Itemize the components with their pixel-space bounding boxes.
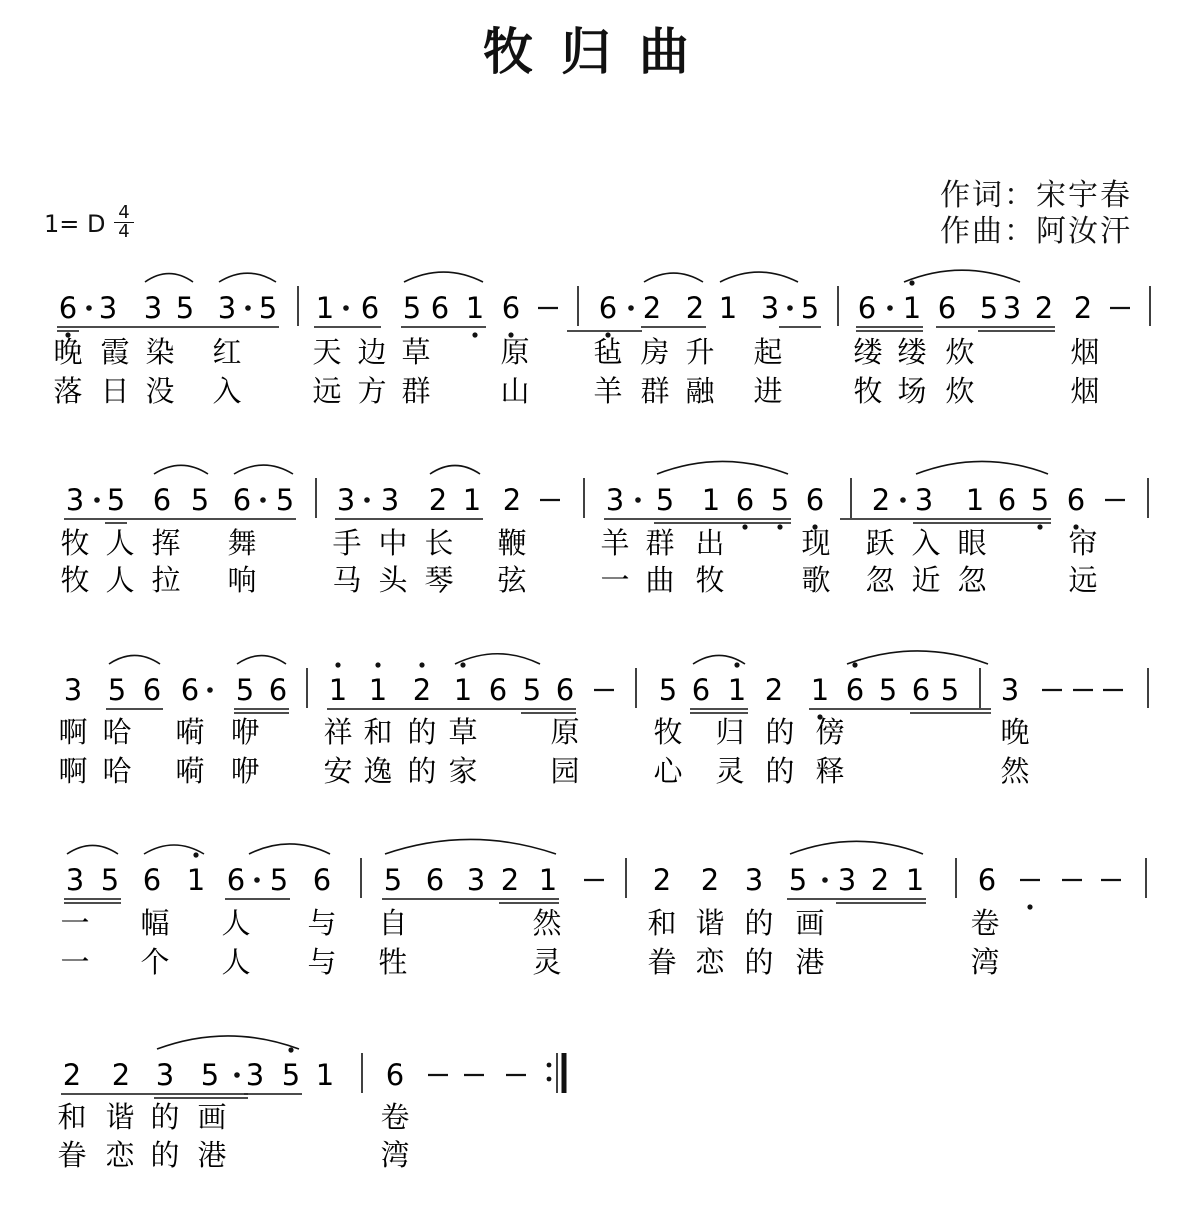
lyric-char: 园 — [550, 754, 580, 788]
octave-dot-high — [375, 662, 380, 667]
repeat-dot — [547, 1077, 552, 1082]
note: 6 — [360, 291, 380, 325]
note: 5 — [522, 673, 542, 707]
note: 1 — [538, 863, 558, 897]
note: 5 — [269, 863, 289, 897]
lyric-char: 羊 — [600, 526, 630, 560]
slur — [154, 465, 208, 474]
dot-mark — [900, 497, 906, 503]
note: 3 — [65, 483, 85, 517]
lyric-char: 入 — [911, 526, 941, 560]
lyric-char: 羊 — [593, 374, 623, 408]
note: 1 — [718, 291, 738, 325]
note: 3 — [217, 291, 237, 325]
lyric-char: 缕 — [853, 335, 883, 369]
note: 2 — [1034, 291, 1054, 325]
octave-dot-high — [852, 662, 857, 667]
lyric-char: 港 — [197, 1138, 227, 1172]
octave-dot-low — [1037, 524, 1042, 529]
lyric-char: 缕 — [897, 335, 927, 369]
lyric-char: 家 — [448, 754, 478, 788]
lyric-char: 远 — [312, 374, 342, 408]
repeat-dot — [547, 1063, 552, 1068]
lyric-char: 长 — [424, 526, 454, 560]
note: 6 — [937, 291, 957, 325]
note: 5 — [658, 673, 678, 707]
lyric-char: 群 — [640, 374, 670, 408]
note: 3 — [63, 673, 83, 707]
note: 6 — [425, 863, 445, 897]
note: 5 — [175, 291, 195, 325]
note: 5 — [190, 483, 210, 517]
note: 6 — [911, 673, 931, 707]
octave-dot-high — [419, 662, 424, 667]
lyric-char: 草 — [401, 335, 431, 369]
lyric-char: 的 — [765, 754, 795, 788]
lyric-char: 画 — [197, 1100, 227, 1134]
lyric-char: 恋 — [695, 945, 725, 979]
dot-mark — [887, 305, 893, 311]
note: 3 — [914, 483, 934, 517]
lyric-char: 人 — [105, 526, 135, 560]
note: 2 — [502, 483, 522, 517]
note: 5 — [770, 483, 790, 517]
lyric-char: 的 — [744, 906, 774, 940]
slur — [404, 272, 483, 282]
lyric-char: 头 — [378, 563, 408, 597]
note: 3 — [245, 1058, 265, 1092]
lyric-char: 哈 — [102, 715, 132, 749]
lyric-char: 山 — [500, 374, 530, 408]
lyric-char: 心 — [653, 754, 683, 788]
note: 5 — [275, 483, 295, 517]
lyric-char: 与 — [307, 945, 337, 979]
lyric-char: 和 — [363, 715, 393, 749]
dot-mark — [86, 305, 92, 311]
lyric-char: 毡 — [593, 335, 623, 369]
lyric-char: 落 — [53, 374, 83, 408]
lyric-char: 恋 — [105, 1138, 135, 1172]
note: 6 — [430, 291, 450, 325]
note: 6 — [232, 483, 252, 517]
note: 5 — [655, 483, 675, 517]
lyric-char: 原 — [550, 715, 580, 749]
lyric-char: 响 — [227, 563, 257, 597]
octave-dot-low — [1027, 904, 1032, 909]
lyric-char: 烟 — [1070, 374, 1100, 408]
lyric-char: 的 — [744, 945, 774, 979]
lyric-char: 群 — [645, 526, 675, 560]
lyric-char: 跃 — [865, 526, 895, 560]
dot-mark — [787, 305, 793, 311]
lyric-char: 房 — [640, 335, 670, 369]
slur — [916, 461, 1048, 474]
note: 2 — [700, 863, 720, 897]
dot-mark — [234, 1072, 240, 1078]
lyric-char: 嗬 — [175, 754, 205, 788]
note: 6 — [1066, 483, 1086, 517]
lyric-char: 融 — [685, 374, 715, 408]
note: 5 — [940, 673, 960, 707]
note: 2 — [62, 1058, 82, 1092]
note: 6 — [555, 673, 575, 707]
lyric-char: 曲 — [645, 563, 675, 597]
lyric-char: 幅 — [140, 906, 170, 940]
note: 5 — [107, 673, 127, 707]
lyric-char: 灵 — [532, 945, 562, 979]
note: 1 — [328, 673, 348, 707]
lyric-char: 然 — [532, 906, 562, 940]
lyric-char: 琴 — [424, 563, 454, 597]
lyric-char: 湾 — [380, 1138, 410, 1172]
slur — [157, 1036, 299, 1049]
dot-mark — [822, 877, 828, 883]
note: 1 — [186, 863, 206, 897]
lyric-char: 草 — [448, 715, 478, 749]
lyric-char: 进 — [753, 374, 783, 408]
lyric-char: 远 — [1068, 563, 1098, 597]
lyric-char: 一 — [600, 563, 630, 597]
slur — [430, 466, 480, 475]
lyric-char: 的 — [407, 754, 437, 788]
note: 2 — [652, 863, 672, 897]
note: 3 — [336, 483, 356, 517]
note: 5 — [878, 673, 898, 707]
note: 2 — [870, 863, 890, 897]
lyric-char: 咿 — [230, 715, 260, 749]
slur — [219, 273, 276, 282]
lyric-char: 人 — [221, 906, 251, 940]
lyric-char: 炊 — [945, 335, 975, 369]
lyric-char: 一 — [60, 945, 90, 979]
octave-dot-high — [288, 1047, 293, 1052]
octave-dot-low — [472, 332, 477, 337]
note: 2 — [111, 1058, 131, 1092]
key-signature: 1= D — [44, 210, 106, 238]
lyric-char: 归 — [715, 715, 745, 749]
lyric-char: 鞭 — [497, 526, 527, 560]
slur — [455, 654, 540, 664]
lyric-char: 染 — [145, 335, 175, 369]
lyric-char: 的 — [150, 1138, 180, 1172]
note: 1 — [453, 673, 473, 707]
note: 1 — [810, 673, 830, 707]
octave-dot-low — [777, 524, 782, 529]
octave-dot-high — [734, 662, 739, 667]
lyric-char: 啊 — [58, 754, 88, 788]
note: 1 — [315, 291, 335, 325]
octave-dot-low — [742, 524, 747, 529]
song-title: 牧归曲 — [483, 22, 717, 81]
lyric-char: 然 — [1000, 754, 1030, 788]
lyric-char: 眼 — [957, 526, 987, 560]
lyric-char: 现 — [801, 526, 831, 560]
lyric-char: 方 — [357, 374, 387, 408]
note: 2 — [685, 291, 705, 325]
time-signature-denominator: 4 — [118, 221, 130, 242]
slur — [237, 656, 286, 664]
lyric-char: 眷 — [57, 1138, 87, 1172]
time-signature-numerator: 4 — [114, 204, 134, 223]
note: 6 — [977, 863, 997, 897]
note: 3 — [605, 483, 625, 517]
lyric-char: 灵 — [715, 754, 745, 788]
lyric-char: 祥 — [323, 715, 353, 749]
slur — [145, 274, 193, 282]
slur — [847, 651, 988, 664]
lyric-char: 起 — [753, 335, 783, 369]
note: 2 — [642, 291, 662, 325]
slur — [904, 270, 1020, 282]
note: 3 — [143, 291, 163, 325]
lyric-char: 原 — [500, 335, 530, 369]
note: 5 — [235, 673, 255, 707]
dot-mark — [364, 497, 370, 503]
note: 6 — [142, 673, 162, 707]
octave-dot-high — [460, 662, 465, 667]
lyric-char: 人 — [105, 563, 135, 597]
composer-credit: 作曲：阿汝汗 — [940, 214, 1132, 249]
lyric-char: 没 — [145, 374, 175, 408]
note: 3 — [466, 863, 486, 897]
lyric-char: 牧 — [60, 563, 90, 597]
lyric-char: 牧 — [653, 715, 683, 749]
note: 6 — [857, 291, 877, 325]
lyric-char: 和 — [647, 906, 677, 940]
lyric-char: 一 — [60, 906, 90, 940]
slur — [234, 465, 293, 474]
dot-mark — [628, 305, 634, 311]
note: 2 — [500, 863, 520, 897]
slur — [644, 273, 703, 282]
lyricist-credit: 作词：宋宇春 — [940, 178, 1132, 213]
note: 1 — [905, 863, 925, 897]
lyric-char: 个 — [140, 945, 170, 979]
lyric-char: 马 — [332, 563, 362, 597]
note: 2 — [412, 673, 432, 707]
lyric-char: 眷 — [647, 945, 677, 979]
note: 6 — [598, 291, 618, 325]
lyric-char: 啊 — [58, 715, 88, 749]
note: 5 — [106, 483, 126, 517]
dot-mark — [254, 877, 260, 883]
lyric-char: 牧 — [60, 526, 90, 560]
slur — [249, 844, 330, 854]
lyric-char: 逸 — [363, 754, 393, 788]
lyric-char: 的 — [150, 1100, 180, 1134]
dot-mark — [635, 497, 641, 503]
lyric-char: 舞 — [227, 526, 257, 560]
note: 1 — [465, 291, 485, 325]
slur — [790, 841, 923, 854]
octave-dot-high — [335, 662, 340, 667]
note: 6 — [58, 291, 78, 325]
note: 5 — [979, 291, 999, 325]
lyric-char: 人 — [221, 945, 251, 979]
lyric-char: 升 — [685, 335, 715, 369]
lyric-char: 霞 — [100, 335, 130, 369]
note: 1 — [727, 673, 747, 707]
dot-mark — [245, 305, 251, 311]
lyric-char: 哈 — [102, 754, 132, 788]
lyric-char: 日 — [100, 374, 130, 408]
lyric-char: 释 — [815, 754, 845, 788]
note: 6 — [735, 483, 755, 517]
slur — [720, 272, 798, 282]
dot-mark — [94, 497, 100, 503]
lyric-char: 卷 — [380, 1100, 410, 1134]
lyric-char: 晚 — [1000, 715, 1030, 749]
octave-dot-high — [909, 280, 914, 285]
lyric-char: 出 — [695, 526, 725, 560]
note: 3 — [760, 291, 780, 325]
lyric-char: 近 — [911, 563, 941, 597]
octave-dot-high — [193, 852, 198, 857]
lyric-char: 自 — [378, 906, 408, 940]
lyric-char: 拉 — [151, 563, 181, 597]
note: 5 — [383, 863, 403, 897]
note: 2 — [871, 483, 891, 517]
note: 2 — [764, 673, 784, 707]
note: 6 — [268, 673, 288, 707]
slur — [657, 461, 788, 474]
lyric-char: 中 — [378, 526, 408, 560]
note: 5 — [100, 863, 120, 897]
note: 6 — [312, 863, 332, 897]
lyric-char: 入 — [212, 374, 242, 408]
note: 1 — [462, 483, 482, 517]
lyric-char: 晚 — [53, 335, 83, 369]
lyric-char: 牧 — [695, 563, 725, 597]
lyric-char: 烟 — [1070, 335, 1100, 369]
lyric-char: 嗬 — [175, 715, 205, 749]
note: 6 — [385, 1058, 405, 1092]
note: 6 — [152, 483, 172, 517]
lyric-char: 画 — [795, 906, 825, 940]
note: 6 — [180, 673, 200, 707]
note: 6 — [805, 483, 825, 517]
lyric-char: 湾 — [970, 945, 1000, 979]
note: 6 — [691, 673, 711, 707]
note: 2 — [428, 483, 448, 517]
lyric-char: 忽 — [957, 563, 987, 597]
lyric-char: 牧 — [853, 374, 883, 408]
slur — [109, 655, 160, 664]
slur — [67, 845, 118, 854]
dot-mark — [207, 687, 213, 693]
note: 3 — [744, 863, 764, 897]
note: 5 — [1030, 483, 1050, 517]
lyric-char: 咿 — [230, 754, 260, 788]
lyric-char: 卷 — [970, 906, 1000, 940]
lyric-char: 傍 — [815, 715, 845, 749]
note: 6 — [997, 483, 1017, 517]
note: 3 — [380, 483, 400, 517]
lyric-char: 忽 — [865, 563, 895, 597]
note: 1 — [965, 483, 985, 517]
note: 6 — [845, 673, 865, 707]
note: 2 — [1073, 291, 1093, 325]
note: 1 — [368, 673, 388, 707]
note: 5 — [258, 291, 278, 325]
lyric-char: 和 — [57, 1100, 87, 1134]
note: 3 — [65, 863, 85, 897]
note: 5 — [281, 1058, 301, 1092]
note: 5 — [788, 863, 808, 897]
lyric-char: 帘 — [1068, 526, 1098, 560]
lyric-char: 群 — [401, 374, 431, 408]
lyric-char: 红 — [212, 335, 242, 369]
lyric-char: 挥 — [151, 526, 181, 560]
lyric-char: 弦 — [497, 563, 527, 597]
lyric-char: 歌 — [801, 563, 831, 597]
lyric-char: 的 — [407, 715, 437, 749]
note: 5 — [402, 291, 422, 325]
lyric-char: 天 — [312, 335, 342, 369]
note: 6 — [226, 863, 246, 897]
lyric-char: 谐 — [105, 1100, 135, 1134]
note: 3 — [1000, 673, 1020, 707]
slur — [385, 839, 556, 854]
lyric-char: 手 — [332, 526, 362, 560]
lyric-char: 港 — [795, 945, 825, 979]
lyric-char: 炊 — [945, 374, 975, 408]
note: 3 — [155, 1058, 175, 1092]
note: 1 — [315, 1058, 335, 1092]
lyric-char: 与 — [307, 906, 337, 940]
lyric-char: 安 — [323, 754, 353, 788]
note: 3 — [1002, 291, 1022, 325]
dot-mark — [343, 305, 349, 311]
note: 1 — [701, 483, 721, 517]
lyric-char: 牲 — [378, 945, 408, 979]
lyric-char: 谐 — [695, 906, 725, 940]
note: 5 — [800, 291, 820, 325]
note: 3 — [98, 291, 118, 325]
note: 5 — [200, 1058, 220, 1092]
note: 6 — [501, 291, 521, 325]
note: 6 — [142, 863, 162, 897]
dot-mark — [260, 497, 266, 503]
note: 3 — [837, 863, 857, 897]
note: 6 — [488, 673, 508, 707]
lyric-char: 的 — [765, 715, 795, 749]
note: 1 — [902, 291, 922, 325]
lyric-char: 边 — [357, 335, 387, 369]
lyric-char: 场 — [897, 374, 927, 408]
